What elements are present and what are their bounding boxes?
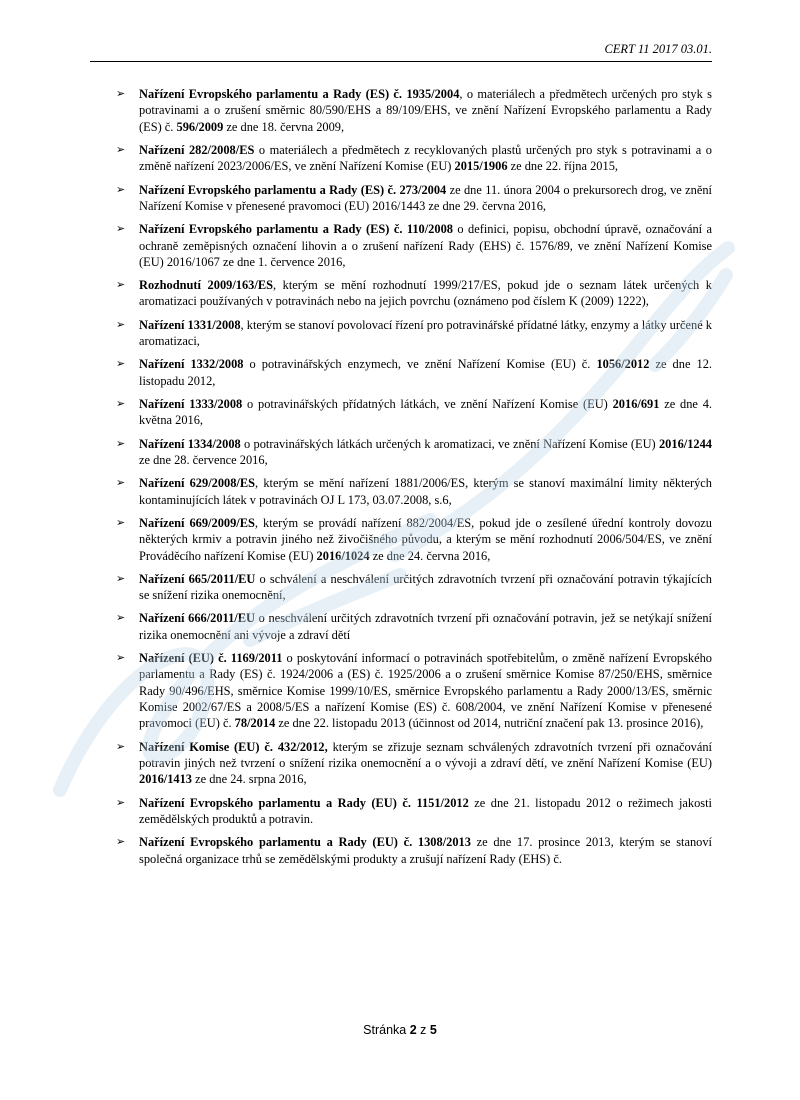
list-item-text: Nařízení Evropského parlamentu a Rady (EU) č. 1308/2013 ze dne 17. prosince 2013, kterým se stanoví společná organizace trhů se zemědělskými produkty a zrušují nařízení Rady (EHS) č. <box>139 835 712 866</box>
regulation-list <box>116 86 712 867</box>
list-item <box>116 834 712 867</box>
document-code: CERT 11 2017 03.01. <box>604 42 712 56</box>
list-item <box>116 317 712 350</box>
arrow-bullet-icon: ➢ <box>116 611 126 625</box>
list-item <box>116 475 712 508</box>
list-item <box>116 436 712 469</box>
list-item-text: Nařízení 282/2008/ES o materiálech a předmětech z recyklovaných plastů určených pro styk s potravinami a o změně nařízení 2023/2006/ES, ve znění Nařízení Komise (EU) 2015/1906 ze dne 22. října 2015, <box>139 142 712 174</box>
list-item-text: Rozhodnutí 2009/163/ES, kterým se mění rozhodnutí 1999/217/ES, pokud jde o seznam látek určených k aromatizaci používaných v potravinách nebo na jejich povrchu (oznámeno pod číslem K (2009) 1222), <box>139 278 712 309</box>
list-item-text: Nařízení (EU) č. 1169/2011 o poskytování informací o potravinách spotřebitelům, o změně nařízení Evropského parlamentu a Rady (ES) č. 1924/2006 a (ES) č. 1925/2006 a o zrušení směrnice Komise 87/250/EHS, směrnice Rady 90/496/EHS, směrnice Komise 1999/10/ES, směrnice Evropského parlamentu a Rady 2000/13/ES, směrnic Komise 2002/67/ES a 2008/5/ES a nařízení Komise (ES) č. 608/2004, ve znění Nařízení Komise v přenesené pravomoci (EU) č. 78/2014 ze dne 22. listopadu 2013 (účinnost od 2014, nutriční značení pak 13. prosince 2016), <box>139 651 712 731</box>
footer-page-number: 2 <box>409 1023 417 1037</box>
arrow-bullet-icon: ➢ <box>116 357 126 371</box>
list-item-text: Nařízení 1332/2008 o potravinářských enzymech, ve znění Nařízení Komise (EU) č. 1056/2012 ze dne 12. listopadu 2012, <box>139 357 712 388</box>
footer-label: Stránka <box>363 1023 410 1037</box>
list-item-text: Nařízení Evropského parlamentu a Rady (EU) č. 1151/2012 ze dne 21. listopadu 2012 o režimech jakosti zemědělských produktů a potravin. <box>139 795 713 826</box>
list-item-text: Nařízení Komise (EU) č. 432/2012, kterým se zřizuje seznam schválených zdravotních tvrzení při označování potravin jiných než tvrzení o snížení rizika onemocnění a o vývoji a zdraví dětí, ve znění Nařízení Komise (EU) 2016/1413 ze dne 24. srpna 2016, <box>139 739 713 787</box>
list-item <box>116 86 712 135</box>
arrow-bullet-icon: ➢ <box>116 436 126 450</box>
list-item <box>116 277 712 310</box>
list-item <box>116 739 712 788</box>
list-item-text: Nařízení 669/2009/ES, kterým se provádí nařízení 882/2004/ES, pokud jde o zesílené úřední kontroly dovozu některých krmiv a potravin jiného než živočišného původu, a kterým se mění rozhodnutí 2006/504/ES, ve znění Prováděcího nařízení Komise (EU) 2016/1024 ze dne 24. června 2016, <box>139 515 712 563</box>
list-item-text: Nařízení 1334/2008 o potravinářských látkách určených k aromatizaci, ve znění Nařízení Komise (EU) 2016/1244 ze dne 28. července 2016, <box>139 436 712 467</box>
list-item-text: Nařízení 665/2011/EU o schválení a neschválení určitých zdravotních tvrzení při označování potravin týkajících se snížení rizika onemocnění, <box>139 571 713 603</box>
footer-separator: z <box>416 1023 430 1037</box>
arrow-bullet-icon: ➢ <box>116 739 126 753</box>
arrow-bullet-icon: ➢ <box>116 515 126 529</box>
arrow-bullet-icon: ➢ <box>116 651 126 665</box>
list-item-text: Nařízení Evropského parlamentu a Rady (ES) č. 110/2008 o definici, popisu, obchodní úpravě, označování a ochraně zeměpisných označení lihovin a o zrušení nařízení Rady (EHS) č. 1576/89, ve znění Nařízení Komise (EU) 2016/1067 ze dne 1. července 2016, <box>139 222 712 269</box>
arrow-bullet-icon: ➢ <box>116 476 126 490</box>
arrow-bullet-icon: ➢ <box>116 278 126 292</box>
list-item <box>116 515 712 564</box>
arrow-bullet-icon: ➢ <box>116 317 126 331</box>
arrow-bullet-icon: ➢ <box>116 795 126 809</box>
list-item-text: Nařízení 629/2008/ES, kterým se mění nařízení 1881/2006/ES, kterým se stanoví maximální limity některých kontaminujících látek v potravinách OJ L 173, 03.07.2008, s.6, <box>139 476 712 507</box>
list-item-text: Nařízení 1331/2008, kterým se stanoví povolovací řízení pro potravinářské přídatné látky, enzymy a látky určené k aromatizaci, <box>139 317 712 349</box>
list-item <box>116 610 712 643</box>
list-item <box>116 356 712 389</box>
document-body <box>116 86 712 874</box>
list-item <box>116 221 712 270</box>
arrow-bullet-icon: ➢ <box>116 142 126 156</box>
page-header <box>90 42 712 62</box>
list-item-text: Nařízení 666/2011/EU o neschválení určitých zdravotních tvrzení při označování potravin, jež se netýkají snížení rizika onemocnění ani vývoje a zdraví dětí <box>139 611 713 642</box>
list-item <box>116 142 712 175</box>
list-item-text: Nařízení Evropského parlamentu a Rady (ES) č. 273/2004 ze dne 11. února 2004 o prekursorech drog, ve znění Nařízení Komise v přenesené pravomoci (EU) 2016/1443 ze dne 29. června 2016, <box>139 182 712 213</box>
arrow-bullet-icon: ➢ <box>116 571 126 585</box>
list-item-text: Nařízení Evropského parlamentu a Rady (ES) č. 1935/2004, o materiálech a předmětech určených pro styk s potravinami a o zrušení směrnic 80/590/EHS a 89/109/EHS, ve znění Nařízení Evropského parlamentu a Rady (ES) č. 596/2009 ze dne 18. června 2009, <box>139 87 712 134</box>
footer-total-pages: 5 <box>429 1023 437 1037</box>
page-footer <box>0 1023 800 1037</box>
list-item <box>116 396 712 429</box>
list-item <box>116 795 712 828</box>
arrow-bullet-icon: ➢ <box>116 182 126 196</box>
arrow-bullet-icon: ➢ <box>116 222 126 236</box>
arrow-bullet-icon: ➢ <box>116 397 126 410</box>
arrow-bullet-icon: ➢ <box>116 835 126 849</box>
arrow-bullet-icon: ➢ <box>116 87 126 100</box>
list-item <box>116 182 712 215</box>
list-item <box>116 571 712 604</box>
list-item-text: Nařízení 1333/2008 o potravinářských přídatných látkách, ve znění Nařízení Komise (EU) 2016/691 ze dne 4. května 2016, <box>139 397 712 428</box>
list-item <box>116 650 712 732</box>
